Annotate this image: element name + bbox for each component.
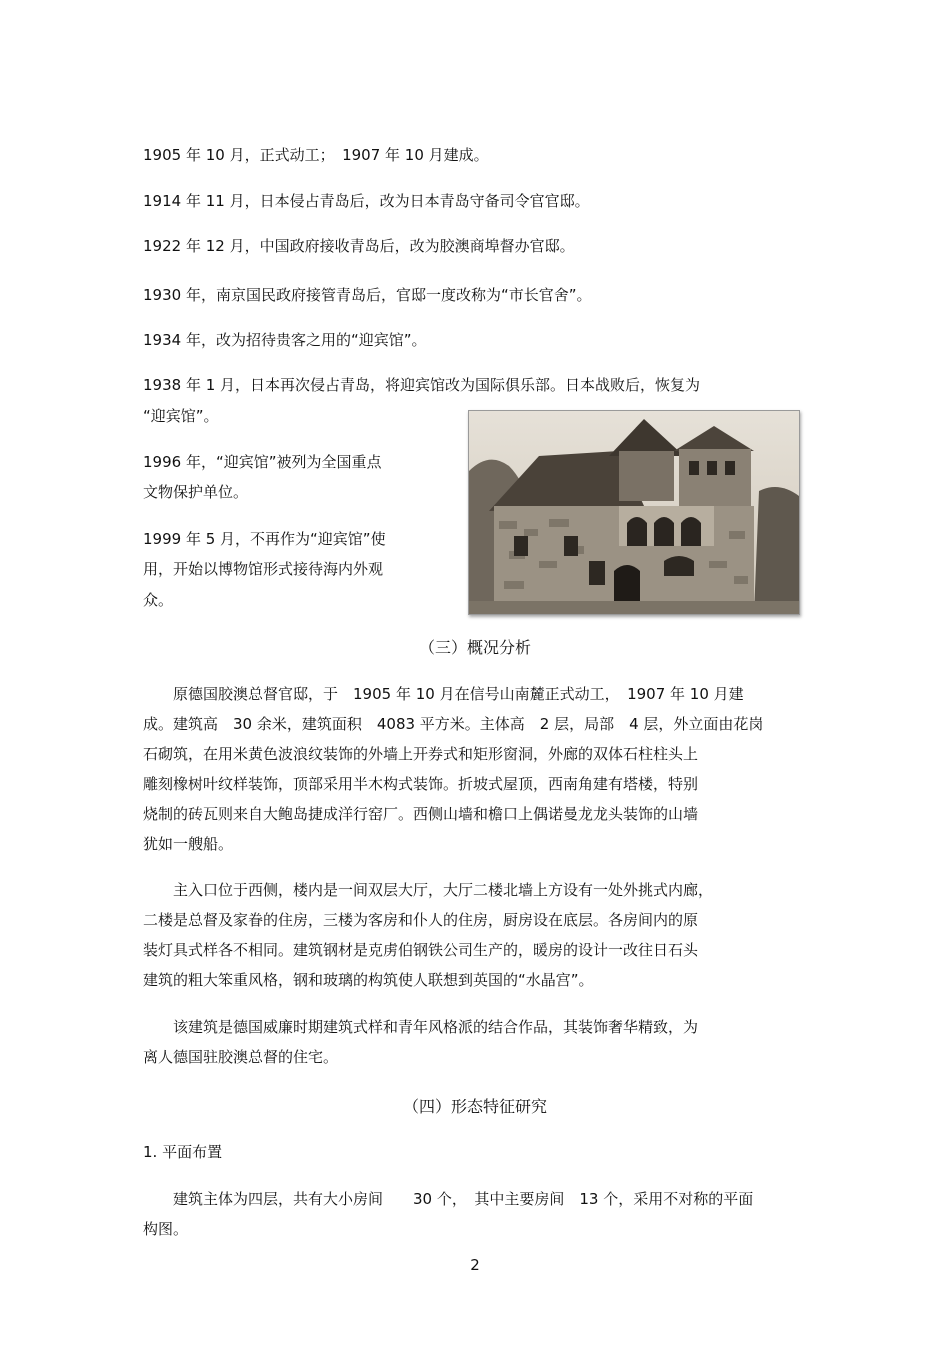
- timeline-line: 1914 年 11 月，日本侵占青岛后，改为日本青岛守备司令官官邸。: [143, 192, 590, 210]
- paragraph-line: 烧制的砖瓦则来自大鲍岛捷成洋行窑厂。西侧山墙和檐口上偶诺曼龙龙头装饰的山墙: [143, 805, 699, 823]
- paragraph-line: 主入口位于西侧，楼内是一间双层大厅，大厅二楼北墙上方设有一处外挑式内廊，: [143, 881, 714, 899]
- timeline-line: 文物保护单位。: [143, 483, 249, 501]
- timeline-line: “迎宾馆”。: [143, 407, 219, 425]
- paragraph-line: 装灯具式样各不相同。建筑钢材是克虏伯钢铁公司生产的，暖房的设计一改往日石头: [143, 941, 699, 959]
- paragraph-line: 原德国胶澳总督官邸，于 1905 年 10 月在信号山南麓正式动工， 1907 年 10 月建: [143, 685, 744, 703]
- paragraph-line: 石砌筑，在用米黄色波浪纹装饰的外墙上开券式和矩形窗洞，外廊的双体石柱柱头上: [143, 745, 699, 763]
- paragraph-line: 建筑的粗大笨重风格，钢和玻璃的构筑使人联想到英国的“水晶宫”。: [143, 971, 594, 989]
- timeline-line: 1938 年 1 月，日本再次侵占青岛，将迎宾馆改为国际俱乐部。日本战败后，恢复为: [143, 376, 701, 394]
- building-photo: [468, 410, 800, 615]
- paragraph-line: 雕刻橡树叶纹样装饰，顶部采用半木构式装饰。折坡式屋顶，西南角建有塔楼，特别: [143, 775, 699, 793]
- paragraph-line: 构图。: [143, 1220, 189, 1238]
- paragraph-line: 犹如一艘船。: [143, 835, 234, 853]
- timeline-line: 1934 年，改为招待贵客之用的“迎宾馆”。: [143, 331, 427, 349]
- timeline-line: 用，开始以博物馆形式接待海内外观: [143, 560, 384, 578]
- timeline-line: 1905 年 10 月，正式动工； 1907 年 10 月建成。: [143, 146, 489, 164]
- subheading-floor-plan: 1. 平面布置: [143, 1143, 223, 1161]
- paragraph-line: 建筑主体为四层，共有大小房间 30 个， 其中主要房间 13 个，采用不对称的平面: [143, 1190, 754, 1208]
- timeline-line: 1996 年，“迎宾馆”被列为全国重点: [143, 453, 382, 471]
- paragraph-line: 该建筑是德国威廉时期建筑式样和青年风格派的结合作品，其装饰奢华精致，为: [143, 1018, 699, 1036]
- timeline-line: 1930 年，南京国民政府接管青岛后，官邸一度改称为“市长官舍”。: [143, 286, 592, 304]
- timeline-line: 众。: [143, 591, 174, 609]
- timeline-line: 1999 年 5 月，不再作为“迎宾馆”使: [143, 530, 386, 548]
- section-heading-morphology: （四）形态特征研究: [402, 1097, 547, 1116]
- paragraph-line: 成。建筑高 30 余米，建筑面积 4083 平方米。主体高 2 层，局部 4 层，外立面由花岗: [143, 715, 764, 733]
- section-heading-overview: （三）概况分析: [418, 638, 531, 657]
- paragraph-line: 二楼是总督及家眷的住房，三楼为客房和仆人的住房，厨房设在底层。各房间内的原: [143, 911, 699, 929]
- timeline-line: 1922 年 12 月，中国政府接收青岛后，改为胶澳商埠督办官邸。: [143, 237, 575, 255]
- paragraph-line: 离人德国驻胶澳总督的住宅。: [143, 1048, 339, 1066]
- page-number: 2: [470, 1256, 480, 1274]
